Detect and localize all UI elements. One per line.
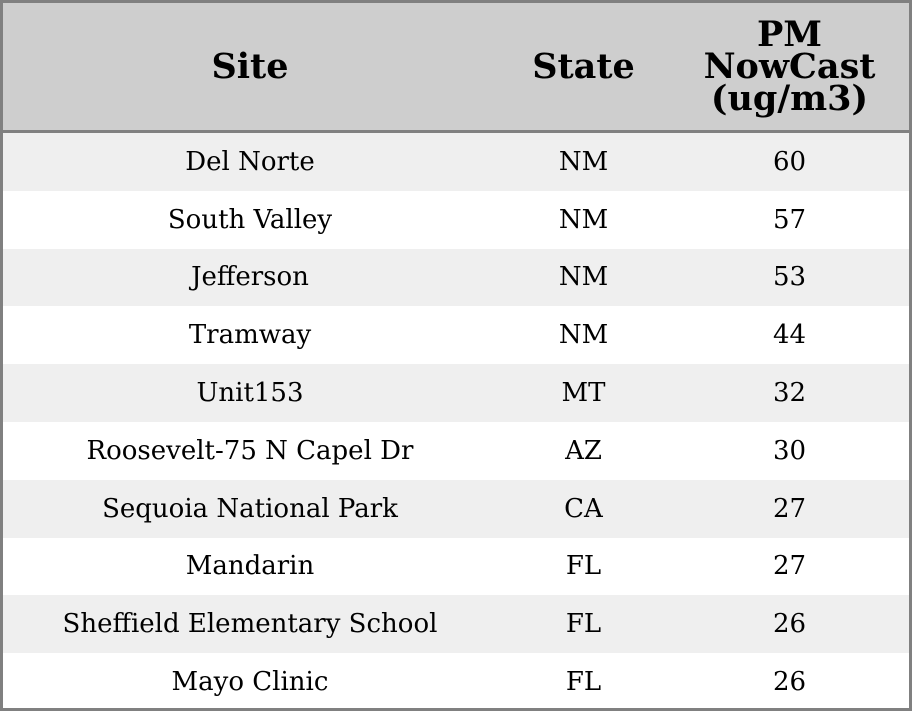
site-cell: Mayo Clinic [171,667,329,698]
table-row [3,191,909,249]
table-row [3,133,909,191]
pm-nowcast-cell: 27 [772,551,807,582]
state-cell: AZ [565,435,602,466]
site-cell: South Valley [167,204,333,235]
pm-nowcast-cell: 57 [772,204,807,235]
table-row [3,538,909,596]
column-header-pm-line-1: PM [756,13,823,55]
column-header-site [3,3,497,130]
table-row [3,595,909,653]
site-cell: Jefferson [191,262,309,293]
table-row [3,364,909,422]
site-cell: Mandarin [185,551,315,582]
site-cell: Unit153 [196,378,304,409]
site-cell: Roosevelt-75 N Capel Dr [86,435,414,466]
column-header-pm-nowcast [670,3,909,130]
state-cell: MT [561,378,606,409]
table-row [3,480,909,538]
column-header-site-label: Site [211,45,289,87]
table-row [3,306,909,364]
state-cell: NM [558,146,609,177]
pm-nowcast-cell: 26 [772,609,807,640]
state-cell: NM [558,204,609,235]
table-header-row [3,3,909,133]
pm-nowcast-cell: 32 [772,378,807,409]
table-row [3,422,909,480]
column-header-pm-line-2: NowCast [703,45,876,87]
state-cell: FL [565,609,602,640]
pm-nowcast-cell: 30 [772,435,807,466]
state-cell: NM [558,320,609,351]
state-cell: CA [564,493,603,524]
site-cell: Del Norte [185,146,315,177]
table-row [3,653,909,711]
site-cell: Sequoia National Park [102,493,398,524]
pm-nowcast-cell: 26 [772,667,807,698]
pm-nowcast-cell: 60 [772,146,807,177]
pm-nowcast-cell: 44 [772,320,807,351]
site-cell: Tramway [188,320,312,351]
table-row [3,249,909,307]
column-header-pm-line-3: (ug/m3) [710,77,869,119]
pm-nowcast-cell: 27 [772,493,807,524]
column-header-state-label: State [532,45,635,87]
state-cell: FL [565,551,602,582]
state-cell: FL [565,667,602,698]
column-header-state [497,3,670,130]
table-body [3,133,909,711]
pm-nowcast-cell: 53 [772,262,807,293]
site-cell: Sheffield Elementary School [62,609,438,640]
state-cell: NM [558,262,609,293]
